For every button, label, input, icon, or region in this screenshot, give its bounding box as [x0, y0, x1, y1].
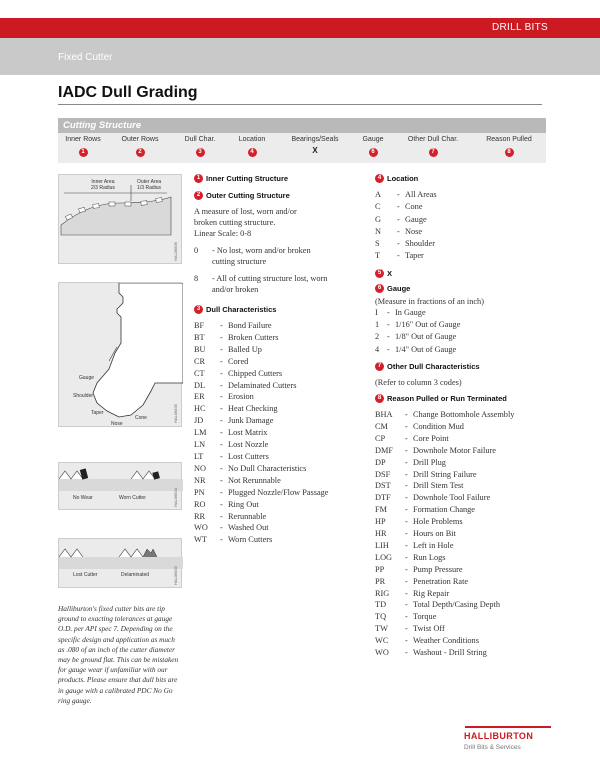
reason-item: PR - Penetration Rate — [375, 576, 469, 586]
location-item: C - Cone — [375, 202, 423, 212]
table-column: Bearings/Seals X — [291, 136, 339, 155]
figure-code: HAL06834 — [173, 488, 178, 507]
other-description: (Refer to column 3 codes) — [375, 377, 462, 387]
dull-item: CT - Chipped Cutters — [194, 368, 283, 378]
middle-column — [194, 174, 386, 546]
reason-item: DP - Drill Plug — [375, 457, 446, 467]
reason-item: HR - Hours on Bit — [375, 529, 456, 539]
radius-figure — [58, 174, 182, 264]
table-column: Outer Rows 2 — [121, 136, 159, 155]
dull-item: LN - Lost Nozzle — [194, 440, 269, 450]
cutter-wear-drawing — [59, 463, 183, 511]
table-column: Reason Pulled 8 — [486, 136, 532, 155]
gauge-description: (Measure in fractions of an inch) — [375, 296, 484, 306]
dull-item: ER - Erosion — [194, 392, 254, 402]
dull-item: WT - Worn Cutters — [194, 535, 273, 545]
other-heading: 7 Other Dull Characteristics — [375, 362, 545, 371]
grading-columns — [58, 133, 546, 163]
header-bar — [0, 18, 600, 38]
reason-item: HP - Hole Problems — [375, 517, 463, 527]
reason-item: DST - Drill Stem Test — [375, 481, 464, 491]
delaminated-label: Delaminated — [121, 572, 150, 578]
dull-item: LT - Lost Cutters — [194, 451, 269, 461]
gauge-item: 2 - 1/8" Out of Gauge — [375, 332, 457, 342]
reason-item: LOG - Run Logs — [375, 552, 446, 562]
reason-heading: 8 Reason Pulled or Run Terminated — [375, 394, 545, 403]
reason-item: FM - Formation Change — [375, 505, 475, 515]
dull-heading: 3 Dull Characteristics — [194, 305, 386, 314]
reason-item: BHA - Change Bottomhole Assembly — [375, 409, 515, 419]
dull-item: RR - Rerunnable — [194, 511, 267, 521]
reason-item: DMF - Downhole Motor Failure — [375, 445, 496, 455]
reason-item: TQ - Torque — [375, 612, 437, 622]
dull-list — [194, 320, 386, 546]
wear-figure — [58, 462, 182, 510]
outer-area-label: Outer Area 1/3 Radius — [137, 179, 162, 191]
location-item: A - All Areas — [375, 190, 437, 199]
note-text: Halliburton's fixed cutter bits are tip ground to exacting tolerances at gauge O.D. per API spec 7. Depending on the specific design and application as much as .080 of an inch of the cutter diameter may be ground flat. This can be mistaken for gauge wear if unfamiliar with our products. Please ensure that dull bits are in gauge with a calibrated PDC No Go ring gauge. — [58, 604, 179, 705]
dull-item: CR - Cored — [194, 356, 249, 366]
lost-cutter-label: Lost Cutter — [73, 572, 98, 578]
dull-item: DL - Delaminated Cutters — [194, 380, 297, 390]
nose-label: Nose — [111, 421, 123, 427]
cone-label: Cone — [135, 415, 147, 421]
figure-code: HAL06833 — [173, 566, 178, 585]
location-list — [375, 189, 545, 263]
dull-item: NO - No Dull Characteristics — [194, 463, 307, 473]
scale-item: 0 - No lost, worn and/or broken cutting structure — [194, 246, 311, 266]
outer-heading: 2 Outer Cutting Structure — [194, 191, 386, 200]
gauge-item: 4 - 1/4" Out of Gauge — [375, 344, 457, 354]
taper-label: Taper — [91, 410, 104, 416]
halliburton-logo: HALLIBURTON — [464, 731, 534, 741]
reason-list — [375, 409, 545, 659]
dull-item: BU - Balled Up — [194, 344, 262, 354]
title-divider — [58, 104, 542, 105]
reason-item: TW - Twist Off — [375, 624, 445, 634]
reason-item: WC - Weather Conditions — [375, 636, 479, 646]
table-column: Gauge 6 — [362, 136, 384, 155]
reason-item: DSF - Drill String Failure — [375, 469, 477, 479]
gauge-item: I - In Gauge — [375, 307, 426, 317]
location-item: T - Taper — [375, 251, 424, 261]
reason-item: DTF - Downhole Tool Failure — [375, 493, 491, 503]
linear-scale: Linear Scale: 0-8 — [194, 229, 252, 238]
table-column: Location 4 — [238, 136, 266, 155]
profile-figure — [58, 282, 182, 427]
outer-description: A measure of lost, worn and/or broken cutting structure. — [194, 207, 297, 227]
lost-cutter-drawing — [59, 539, 183, 589]
dull-item: WO - Washed Out — [194, 523, 269, 533]
table-column: Dull Char. 3 — [184, 136, 216, 155]
inner-heading: 1 Inner Cutting Structure — [194, 174, 386, 183]
reason-item: TD - Total Depth/Casing Depth — [375, 600, 500, 610]
dull-item: NR - Not Rerunnable — [194, 475, 281, 485]
reason-item: CM - Condition Mud — [375, 421, 464, 431]
page-title: IADC Dull Grading — [58, 84, 198, 101]
gauge-list — [375, 307, 545, 356]
gauge-item: 1 - 1/16" Out of Gauge — [375, 320, 461, 330]
right-column — [375, 174, 545, 659]
dull-item: HC - Heat Checking — [194, 404, 278, 414]
location-item: N - Nose — [375, 226, 423, 236]
dull-item: LM - Lost Matrix — [194, 428, 268, 438]
figure-code: HAL06836 — [173, 242, 178, 261]
section-label: DRILL BITS — [492, 22, 548, 33]
lost-figure — [58, 538, 182, 588]
dull-item: PN - Plugged Nozzle/Flow Passage — [194, 487, 329, 497]
dull-item: JD - Junk Damage — [194, 416, 274, 426]
reason-item: LIH - Left in Hole — [375, 540, 454, 550]
logo-bar — [465, 726, 551, 728]
gauge-label: Gauge — [79, 375, 95, 381]
inner-area-label: Inner Area 2/3 Radius — [91, 179, 115, 191]
shoulder-label: Shoulder — [73, 393, 94, 399]
bit-radius-drawing — [59, 175, 183, 265]
location-item: G - Gauge — [375, 214, 427, 224]
scale-item: 8 - All of cutting structure lost, worn and/or broken — [194, 274, 328, 294]
table-header — [58, 118, 546, 133]
dull-item: BF - Bond Failure — [194, 321, 272, 330]
tagline: Drill Bits & Services — [464, 744, 521, 751]
worn-cutter-label: Worn Cutter — [119, 495, 146, 501]
no-wear-label: No Wear — [73, 495, 93, 501]
table-column: Other Dull Char. 7 — [407, 136, 459, 155]
x-heading: 5 X — [375, 269, 545, 278]
dull-item: BT - Broken Cutters — [194, 332, 279, 342]
gauge-heading: 6 Gauge — [375, 284, 545, 293]
figure-code: HAL06835 — [173, 404, 178, 423]
dull-item: RO - Ring Out — [194, 499, 259, 509]
reason-item: RIG - Rig Repair — [375, 588, 450, 598]
subsection-label: Fixed Cutter — [58, 52, 113, 63]
bit-profile-drawing — [59, 283, 183, 428]
table-column: Inner Rows 1 — [65, 136, 101, 155]
reason-item: PP - Pump Pressure — [375, 564, 463, 574]
reason-item: WO - Washout - Drill String — [375, 648, 487, 658]
location-item: S - Shoulder — [375, 239, 435, 249]
table-title: Cutting Structure — [63, 120, 142, 131]
subheader-bar — [0, 38, 600, 75]
reason-item: CP - Core Point — [375, 433, 449, 443]
location-heading: 4 Location — [375, 174, 545, 183]
